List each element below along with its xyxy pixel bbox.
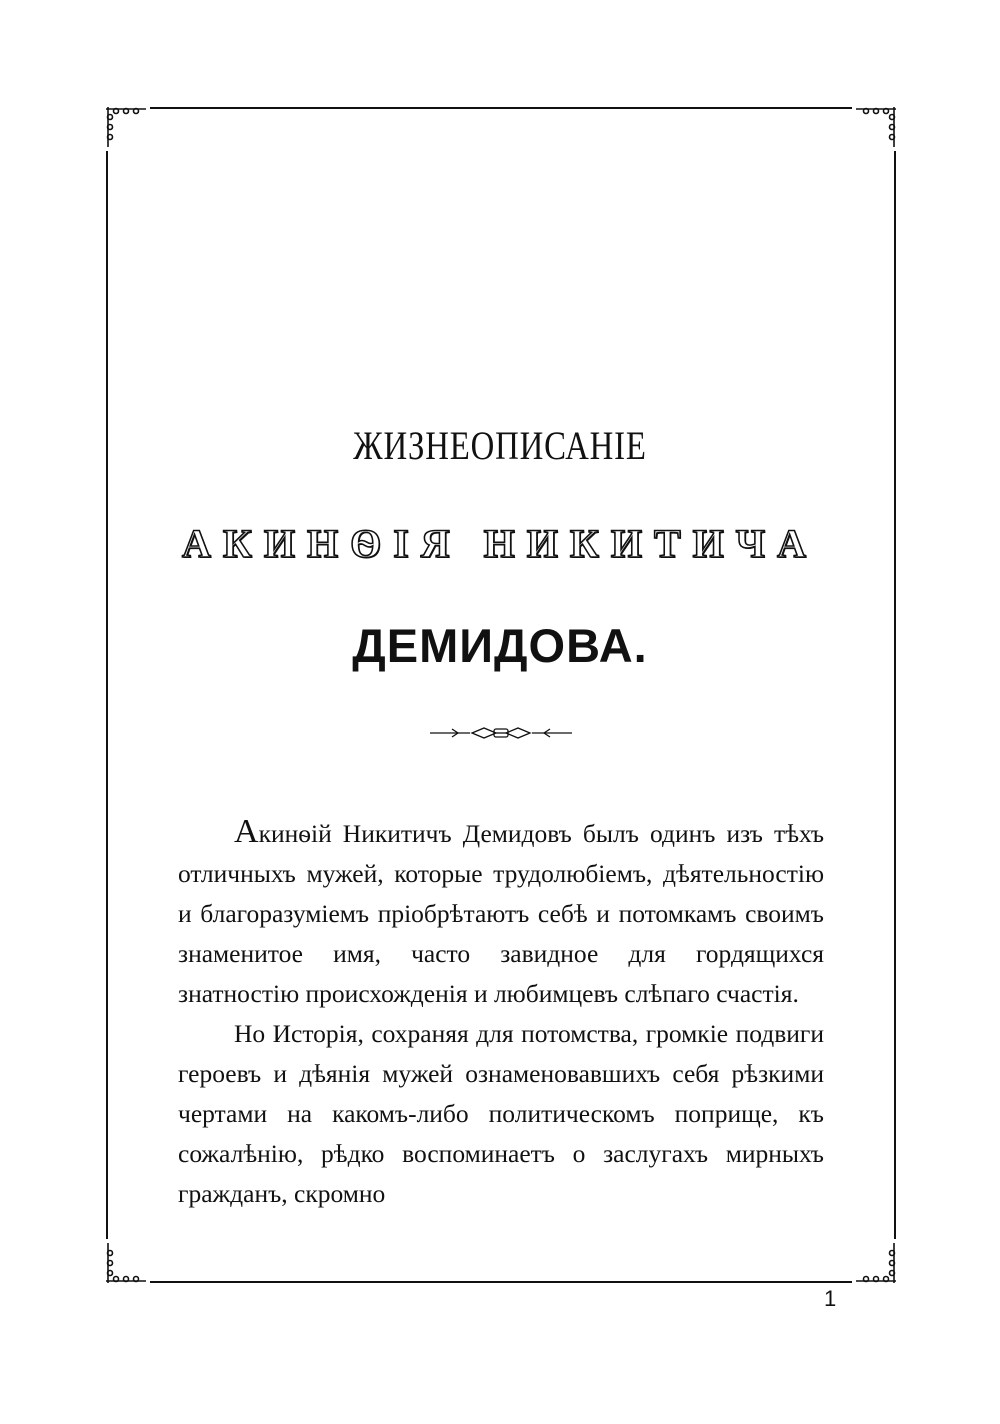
ornamental-corner-icon <box>854 103 900 149</box>
ornamental-divider-icon <box>430 726 572 740</box>
ornamental-corner-icon <box>102 103 148 149</box>
frame-right-line <box>894 151 896 1239</box>
ornamental-corner-icon <box>854 1241 900 1287</box>
title-line-1: ЖИЗНЕОПИСАНІЕ <box>353 423 647 468</box>
paragraph-1-text: кинѳій Никитичъ Демидовъ былъ одинъ изъ тѣхъ отличныхъ мужей, которые трудолюбіемъ, дѣятельностію и благоразуміемъ пріобрѣтаютъ себѣ и потомкамъ своимъ знаменитое имя, часто завидное для гордящихся знатностію происхожденія и любимцевъ слѣпаго счастія. <box>178 819 824 1008</box>
frame-top-line <box>150 107 852 109</box>
drop-cap: А <box>234 813 259 850</box>
paragraph-1 <box>178 812 824 1014</box>
ornamental-corner-icon <box>102 1241 148 1287</box>
title-line-3: ДЕМИДОВА. <box>352 619 648 672</box>
paragraph-2: Но Исторія, сохраняя для потомства, громкіе подвиги героевъ и дѣянія мужей ознаменовавшихъ себя рѣзкими чертами на какомъ-либо политическомъ поприще, къ сожалѣнію, рѣдко воспоминаетъ о заслугахъ мирныхъ гражданъ, скромно <box>178 1019 824 1208</box>
frame-bottom-line <box>150 1281 852 1283</box>
frame-left-line <box>106 151 108 1239</box>
title-line-2: АКИНѲІЯ НИКИТИЧА <box>181 521 819 566</box>
body-text <box>178 812 824 1214</box>
page-number: 1 <box>824 1286 837 1311</box>
